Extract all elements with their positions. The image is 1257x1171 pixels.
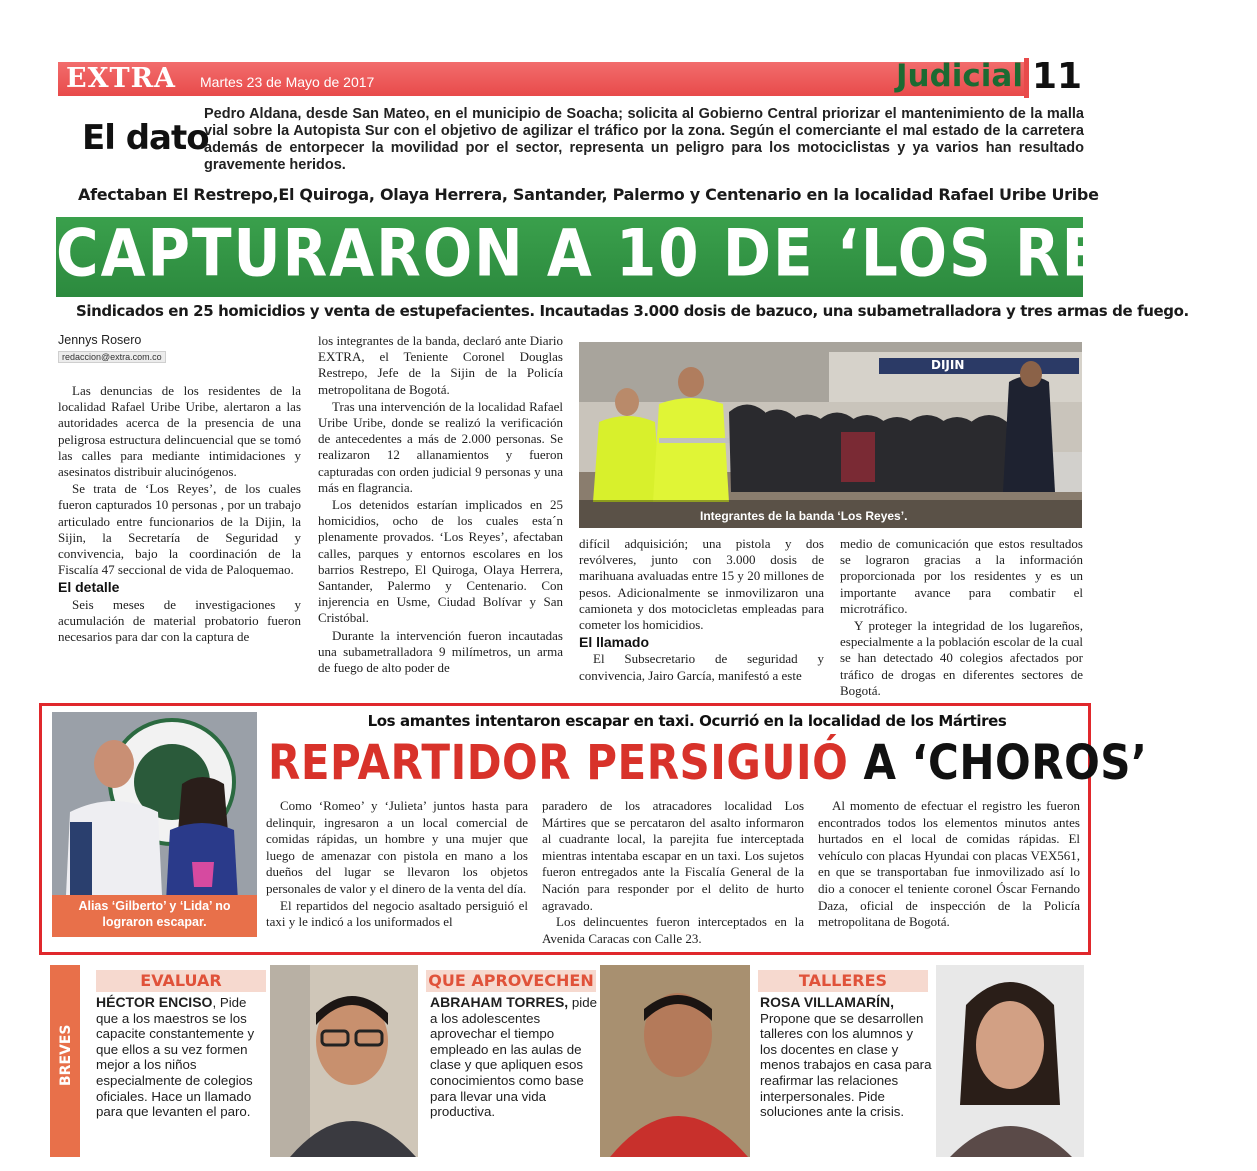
headline-part-1: REPARTIDOR PERSIGUIÓ bbox=[268, 734, 849, 791]
brief-1-text bbox=[96, 995, 268, 1120]
second-column-3 bbox=[818, 798, 1080, 931]
brief-3-portrait bbox=[936, 965, 1084, 1157]
suspects-caption: Alias ‘Gilberto’ y ‘Lida’ no lograron escapar. bbox=[78, 899, 231, 929]
subhead-el-llamado: El llamado bbox=[579, 634, 650, 651]
brief-3-body: Propone que se desarrollen talleres con los alumnos y los docentes en clase y menos trabajos en casa para reafirmar las relaciones interpersonales. Pide soluciones ante la crisis. bbox=[760, 1010, 932, 1120]
subhead-el-detalle: El detalle bbox=[58, 579, 120, 596]
main-subhead: Sindicados en 25 homicidios y venta de estupefacientes. Incautadas 3.000 dosis de bazuco, una subametralladora y tres armas de fuego. bbox=[76, 302, 1189, 320]
breves-label: BREVES bbox=[58, 1024, 74, 1086]
paragraph: Los detenidos estarían implicados en 25 homicidios, ocho de los cuales esta´n plenamente provados. ‘Los Reyes’, afectaban calles, parques y entornos escolares en los barrios Restrepo, El Quiroga, Olaya Herrera, Santander, Palermo y Centenario. Con injerencia en Usme, Ciudad Bolívar y San Cristóbal. bbox=[318, 497, 563, 626]
second-story-headline bbox=[268, 734, 1148, 791]
brief-1-name: HÉCTOR ENCISO bbox=[96, 994, 213, 1010]
main-headline: CAPTURARON A 10 DE ‘LOS REYES’ bbox=[56, 214, 1257, 292]
main-column-1 bbox=[58, 383, 301, 646]
page-number: 11 bbox=[1032, 56, 1083, 97]
brief-2-name: ABRAHAM TORRES, bbox=[430, 994, 569, 1010]
issue-date: Martes 23 de Mayo de 2017 bbox=[200, 74, 375, 90]
brief-2-text bbox=[430, 995, 598, 1120]
main-column-2 bbox=[318, 333, 563, 677]
paragraph: paradero de los atracadores localidad Los Mártires que se percataron del asalto informaron al cuadrante local, la parejita fue interceptada mientras intentaba escapar en un taxi. Los sujetos fueron entregados ante la Fiscalía General de la Nación para responder por el delito de hurto agravado. bbox=[542, 798, 804, 913]
portrait-woman bbox=[936, 965, 1084, 1157]
brief-1-portrait bbox=[270, 965, 418, 1157]
paragraph: Las denuncias de los residentes de la localidad Rafael Uribe Uribe, alertaron a las autoridades acerca de la presencia de una peligrosa estructura delincuencial que se tomó las calles para mediante intimidaciones y asesinatos distribuir alucinógenos. bbox=[58, 383, 301, 480]
byline: Jennys Rosero bbox=[58, 333, 142, 347]
paragraph: Los delincuentes fueron interceptados en la Avenida Caracas con Calle 23. bbox=[542, 914, 804, 946]
paragraph: los integrantes de la banda, declaró ante Diario EXTRA, el Teniente Coronel Douglas Restrepo, Jefe de la Sijin de la Policía metropolitana de Bogotá. bbox=[318, 333, 563, 397]
brief-1-heading: EVALUAR bbox=[96, 970, 266, 992]
gang-photo-illustration bbox=[579, 342, 1082, 528]
paragraph: Seis meses de investigaciones y acumulación de material probatorio fueron necesarios para dar con la captura de bbox=[58, 596, 301, 645]
paragraph: El repartidos del negocio asaltado persiguió el taxi y le indicó a los uniformados el bbox=[266, 897, 528, 930]
paragraph: Durante la intervención fueron incautadas una subametralladora 9 milímetros, un arma de fuego de alto poder de bbox=[318, 627, 563, 676]
author-email: redaccion@extra.com.co bbox=[58, 351, 166, 363]
paragraph: El Subsecretario de seguridad y convivencia, Jairo García, manifestó a este bbox=[579, 651, 824, 683]
paragraph: Y proteger la integridad de los lugareños, especialmente a la población escolar de la cual se han detectado 40 colegios afectados por tráfico de drogas en diferentes sectores de Bogotá. bbox=[840, 618, 1083, 698]
brief-2-body: pide a los adolescentes aprovechar el tiempo empleado en las aulas de clase y que apliquen esos conocimientos como base para llevar una vida productiva. bbox=[430, 995, 598, 1120]
photo-caption: Integrantes de la banda ‘Los Reyes’. bbox=[700, 509, 908, 523]
photo-sign-text: DIJIN bbox=[931, 358, 965, 372]
paragraph: Como ‘Romeo’ y ‘Julieta’ juntos hasta para delinquir, ingresaron a un local comercial de comidas rápidas, un hombre y una mujer que luego de amenazar con pistola en mano a los dueños del lugar se llevaron los objetos personales de valor y el dinero de la venta del día. bbox=[266, 798, 528, 896]
brief-2-portrait bbox=[600, 965, 750, 1157]
main-story-kicker: Afectaban El Restrepo,El Quiroga, Olaya Herrera, Santander, Palermo y Centenario en la localidad Rafael Uribe Uribe bbox=[78, 185, 1099, 204]
brief-3-name: ROSA VILLAMARÍN, bbox=[760, 994, 895, 1010]
main-column-3 bbox=[579, 536, 824, 685]
second-column-1 bbox=[266, 798, 528, 931]
headline-part-2: A bbox=[863, 734, 897, 791]
headline-part-3: ‘CHOROS’ bbox=[911, 734, 1148, 791]
brief-1-body: , Pide que a los maestros se los capacite constantemente y que ellos a su vez formen mejor a los niños especialmente de colegios oficiales. Hace un llamado para que levanten el paro. bbox=[96, 995, 255, 1120]
paragraph: difícil adquisición; una pistola y dos revólveres, junto con 3.000 dosis de marihuana avaluadas entre 15 y 20 millones de pesos. Adicionalmente se inmovilizaron una camioneta y dos motocicletas empleadas para cometer los homicidios. bbox=[579, 536, 824, 633]
paragraph: Tras una intervención de la localidad Rafael Uribe Uribe, donde se realizó la verificación de antecedentes a más de 2.000 personas. Se realizaron 12 allanamientos y fueron capturadas con orden judicial 9 personas y una más en flagrancia. bbox=[318, 398, 563, 495]
paragraph: medio de comunicación que estos resultados se lograron gracias a la información proporcionada por los residentes y es un importante avance para combatir el microtráfico. bbox=[840, 536, 1083, 616]
paragraph: Al momento de efectuar el registro les fueron encontrados todos los elementos minutos antes hurtados en el local de comidas rápidas. El vehículo con placas Hyundai con placas VEX561, en que se transportaban fue inmovilizado así lo dio a conocer el teniente coronel Óscar Fernando Daza, oficial de inspección de la Policía metropolitana de Bogotá. bbox=[818, 798, 1080, 930]
paragraph: Se trata de ‘Los Reyes’, de los cuales fueron capturados 10 personas , por un trabajo articulado entre funcionarios de la Dijin, la Sijin, la Secretaría de Seguridad y convivencia, bajo la coordinación de la Fiscalía 47 seccional de vida de Paloquemao. bbox=[58, 481, 301, 578]
portrait-man-red-shirt bbox=[600, 965, 750, 1157]
el-dato-label: El dato bbox=[82, 118, 209, 158]
main-column-4 bbox=[840, 536, 1083, 700]
brief-3-text bbox=[760, 995, 932, 1120]
second-story-kicker: Los amantes intentaron escapar en taxi. Ocurrió en la localidad de los Mártires bbox=[367, 712, 1007, 730]
brief-2-heading: QUE APROVECHEN bbox=[426, 970, 596, 992]
portrait-man-glasses bbox=[270, 965, 418, 1157]
el-dato-text: Pedro Aldana, desde San Mateo, en el municipio de Soacha; solicita al Gobierno Central priorizar el mantenimiento de la malla vial sobre la Autopista Sur con el objetivo de agilizar el tráfico por la zona. Según el comerciante el mal estado de la carretera además de entorpecer la movilidad por el sector, representa un peligro para los motociclistas y ya varios han resultado gravemente heridos. bbox=[204, 106, 1084, 173]
newspaper-logo: EXTRA bbox=[66, 63, 177, 94]
section-title: Judicial bbox=[896, 58, 1023, 94]
second-column-2 bbox=[542, 798, 804, 947]
brief-3-heading: TALLERES bbox=[758, 970, 928, 992]
gang-photo bbox=[579, 342, 1082, 528]
